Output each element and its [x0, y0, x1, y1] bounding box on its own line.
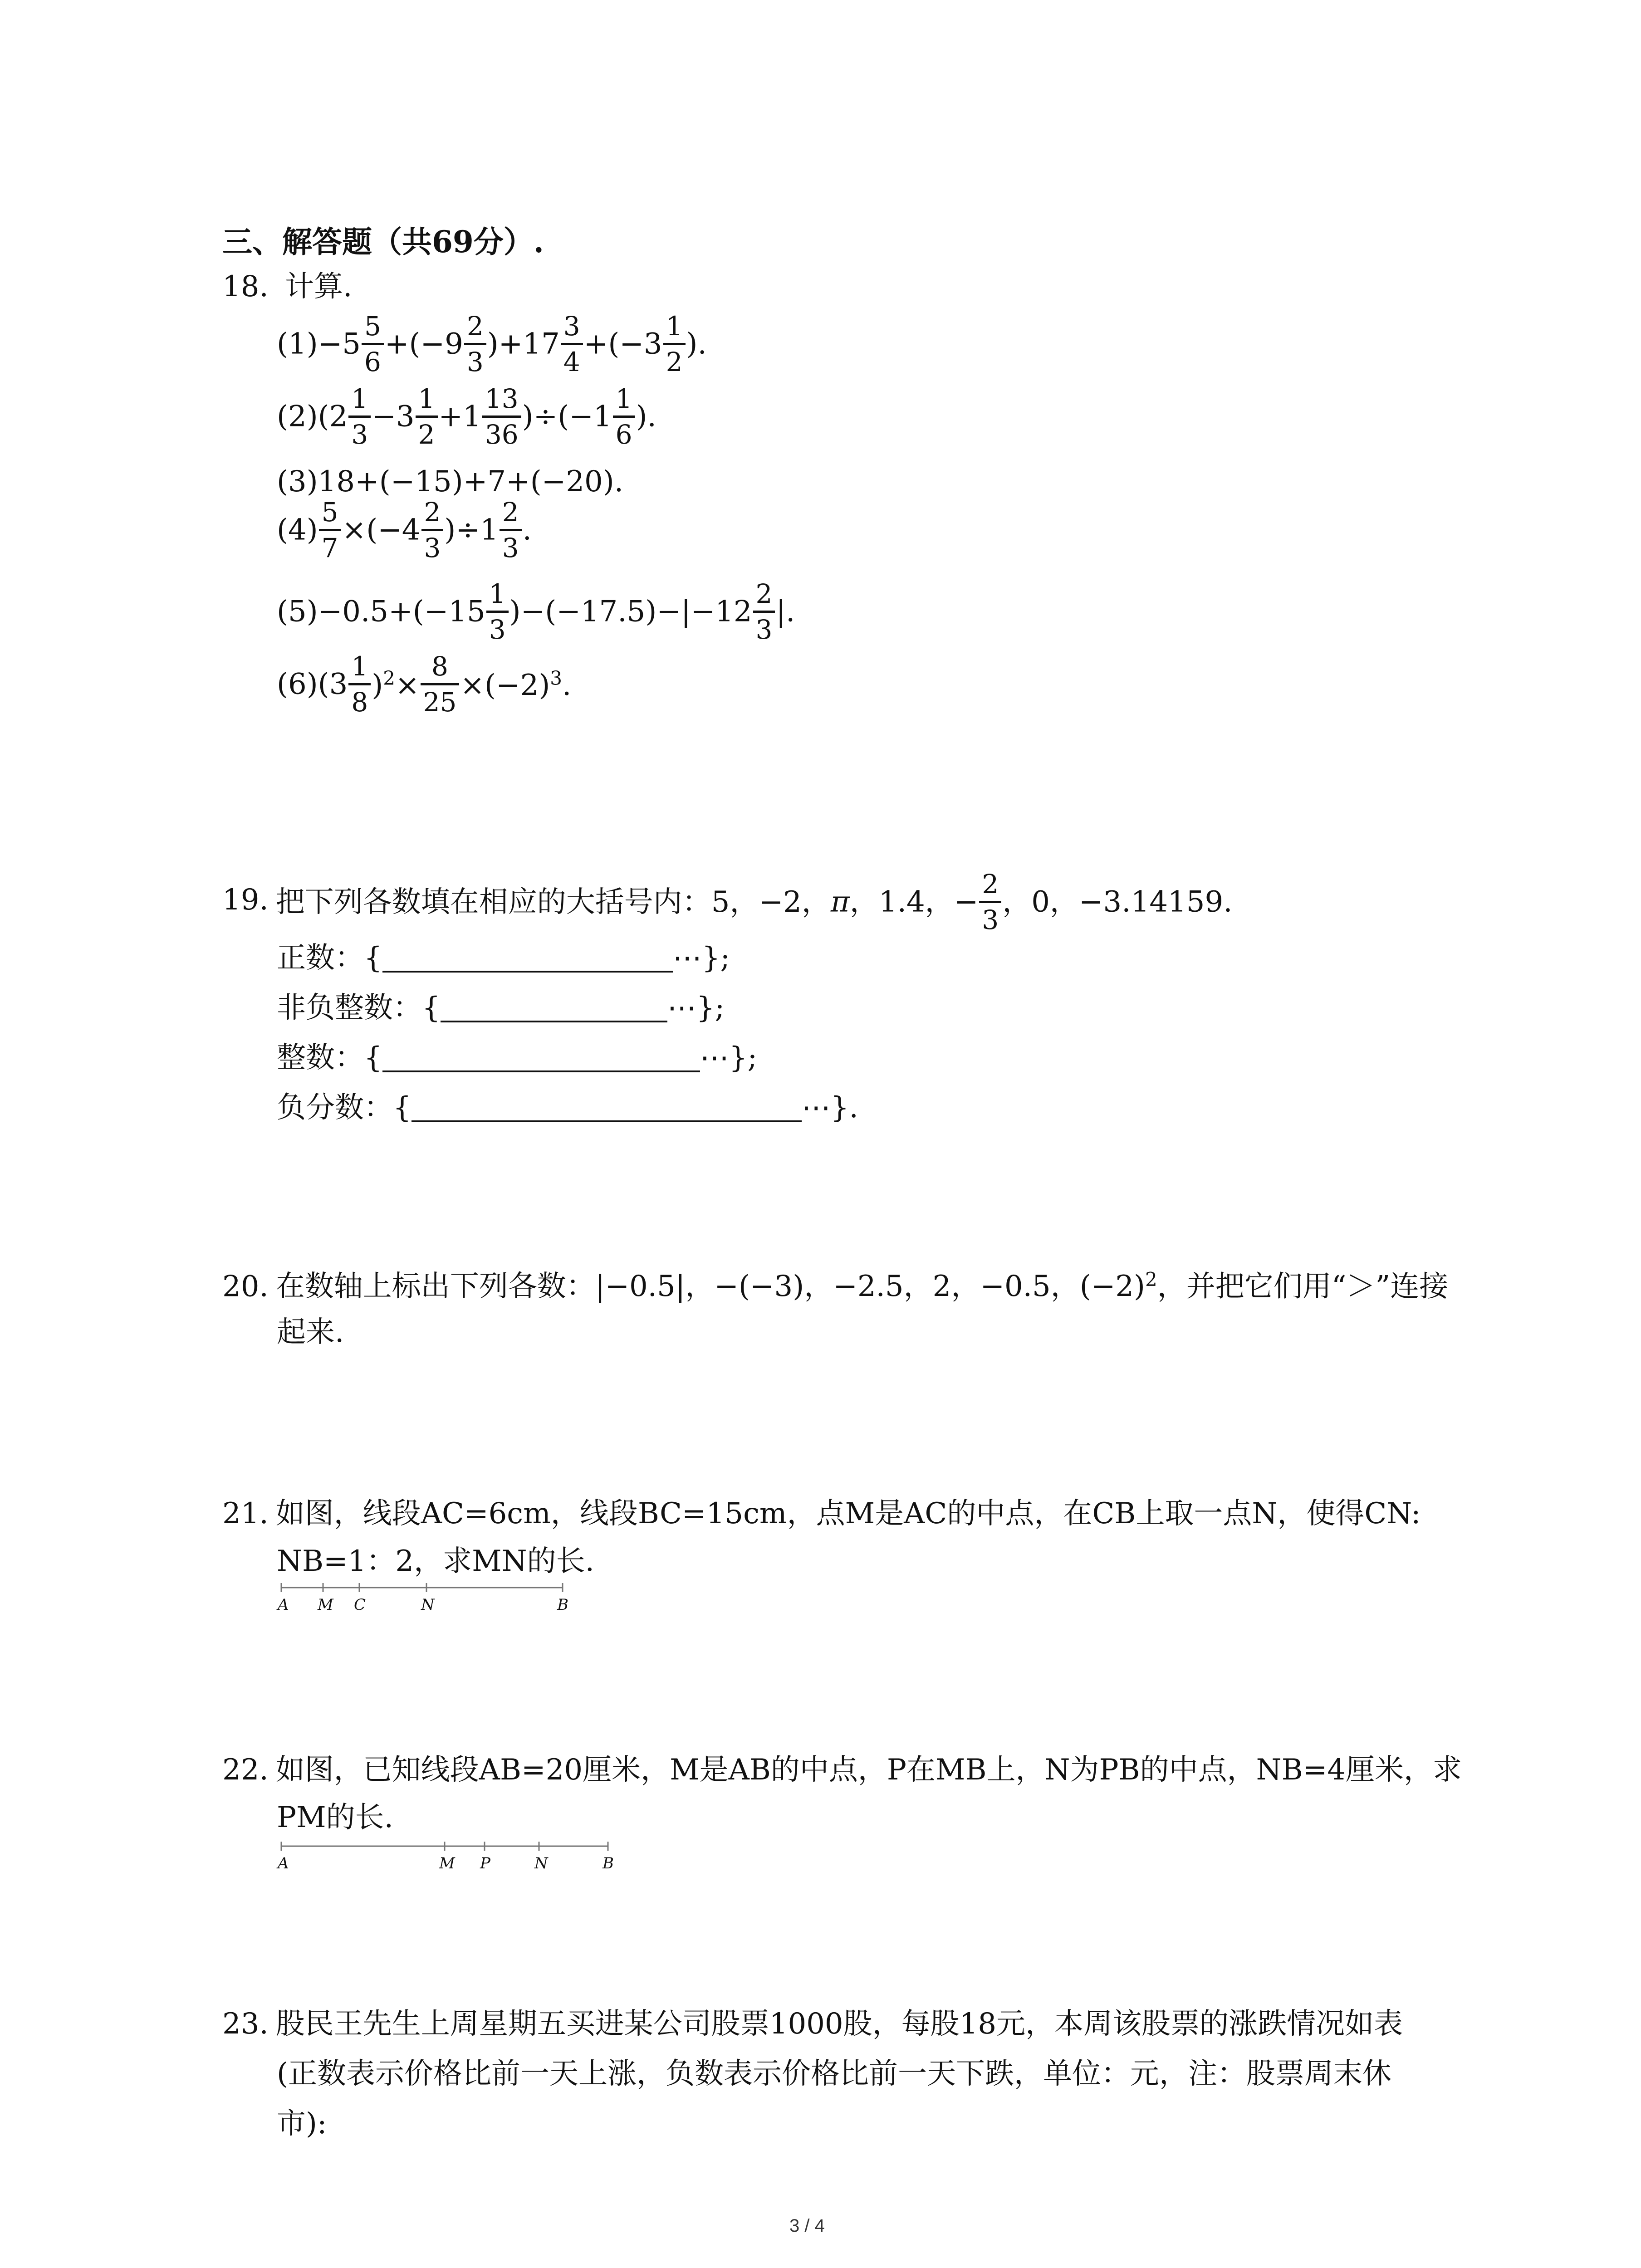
q20-line2: 起来. [277, 1315, 344, 1349]
point-label-a: A [278, 1596, 289, 1614]
row-label: 整数：{ [277, 1041, 382, 1075]
q22-text: 如图，已知线段AB=20厘米，M是AB的中点，P在MB上，N为PB的中点，NB=4厘米，求 [275, 1753, 1462, 1787]
expr-text: ). [636, 400, 656, 434]
fraction: $\frac{2}{3}$ [753, 581, 775, 643]
answer-blank[interactable] [411, 1093, 802, 1122]
fraction: $\frac{1}{6}$ [613, 386, 635, 448]
fraction: $\frac{2}{3}$ [421, 499, 444, 561]
q23-line1 [222, 2007, 1403, 2041]
page-number: 3 / 4 [789, 2216, 825, 2236]
q19-number: 19. [222, 883, 269, 917]
exponent: 2 [1145, 1268, 1157, 1290]
fraction: $\frac{8}{25}$ [421, 653, 460, 715]
expr-text: −3 [372, 400, 415, 434]
row-end: ⋯}. [801, 1091, 858, 1124]
section-title: 三、解答题（共69分）. [222, 224, 544, 259]
q22-line2: PM的长. [277, 1801, 393, 1834]
q20-number: 20. [222, 1270, 269, 1304]
q18-part6 [277, 651, 572, 718]
fraction: $\frac{1}{2}$ [663, 313, 686, 375]
q22-line1 [222, 1753, 1462, 1787]
expr-text: )÷1 [444, 513, 499, 547]
q21-line1 [222, 1499, 1421, 1528]
point-label-p: P [480, 1854, 490, 1872]
expr-text: (4) [277, 513, 318, 547]
pi-symbol: π [830, 885, 850, 919]
fraction: $\frac{5}{6}$ [362, 313, 384, 375]
point-label-b: B [557, 1596, 568, 1614]
fraction: $\frac{2}{3}$ [979, 871, 1001, 933]
fraction: $\frac{5}{7}$ [319, 499, 341, 561]
q18-part4 [277, 499, 532, 561]
fraction: $\frac{1}{3}$ [486, 581, 509, 643]
fraction: $\frac{2}{3}$ [500, 499, 522, 561]
q19-text: ，0，−3.14159. [1002, 885, 1233, 919]
row-end: ⋯}; [700, 1041, 757, 1075]
expr-text: +(−9 [384, 327, 463, 361]
q23-line2: (正数表示价格比前一天上涨，负数表示价格比前一天下跌，单位：元，注：股票周末休 [277, 2057, 1391, 2091]
expr-text: $\times(-2)^3$. [460, 667, 572, 702]
q20-text: ，并把它们用“＞”连接 [1157, 1270, 1449, 1304]
point-label-m: M [439, 1854, 455, 1872]
point-label-n: N [421, 1596, 435, 1614]
fraction: $\frac{13}{36}$ [482, 386, 521, 448]
expr-text: |. [776, 595, 795, 629]
row-end: ⋯}; [672, 941, 730, 975]
q22-number: 22. [222, 1753, 269, 1787]
point-label-m: M [318, 1596, 333, 1614]
q21-number: 21. [222, 1497, 269, 1530]
fraction: $\frac{1}{3}$ [348, 386, 371, 448]
answer-blank[interactable] [441, 993, 667, 1022]
q19-text: ，1.4，− [849, 885, 979, 919]
point-label-b: B [603, 1854, 614, 1872]
q18-part1 [277, 313, 707, 375]
point-label-n: N [534, 1854, 548, 1872]
expr-text: (1)−5 [277, 327, 361, 361]
expr-text: ). [686, 327, 707, 361]
point-label-a: A [278, 1854, 289, 1872]
expr-text: )$^2$× [372, 667, 420, 702]
q18-header [222, 272, 352, 301]
q18-intro: 计算. [285, 270, 353, 303]
expr-text: )÷(−1 [522, 400, 612, 434]
row-label: 非负整数：{ [277, 991, 441, 1025]
q18-number: 18. [222, 270, 269, 303]
q18-part2 [277, 383, 656, 450]
answer-blank[interactable] [382, 1043, 700, 1072]
expr-text: )+17 [487, 327, 560, 361]
expr-text: +1 [438, 400, 481, 434]
q18-part3: (3)18+(−15)+7+(−20). [277, 465, 624, 499]
q19-row-nonneg-int [277, 991, 725, 1025]
fraction: $\frac{2}{3}$ [464, 313, 486, 375]
expr-text: . [522, 513, 532, 547]
q18-part5 [277, 578, 795, 645]
expr-text: (2)(2 [277, 400, 348, 434]
expr-text: +(−3 [583, 327, 662, 361]
row-end: ⋯}; [667, 991, 725, 1025]
q21-text: 如图，线段AC=6cm，线段BC=15cm，点M是AC的中点，在CB上取一点N，使得CN: [275, 1497, 1421, 1530]
point-label-c: C [354, 1596, 366, 1614]
expr-text: )−(−17.5)−|−12 [509, 595, 752, 629]
fraction: $\frac{1}{2}$ [416, 386, 438, 448]
expr-text: (6)(3 [277, 667, 348, 701]
q20-line1 [222, 1268, 1449, 1304]
row-label: 正数：{ [277, 941, 382, 975]
q23-line3: 市): [277, 2107, 327, 2141]
row-label: 负分数：{ [277, 1091, 411, 1124]
q23-number: 23. [222, 2007, 269, 2041]
q19-row-neg-fraction [277, 1093, 858, 1122]
q21-line2: NB=1：2，求MN的长. [277, 1545, 594, 1578]
answer-blank[interactable] [382, 943, 673, 973]
q19-row-integer [277, 1041, 757, 1075]
expr-text: (5)−0.5+(−15 [277, 595, 485, 629]
q19-text: 把下列各数填在相应的大括号内：5，−2， [275, 885, 831, 919]
expr-text: ×(−4 [342, 513, 421, 547]
q19-stem [222, 871, 1233, 933]
q23-text: 股民王先生上周星期五买进某公司股票1000股，每股18元，本周该股票的涨跌情况如表 [275, 2007, 1403, 2041]
q20-text: 在数轴上标出下列各数：|−0.5|，−(−3)，−2.5，2，−0.5，(−2) [275, 1270, 1146, 1304]
q19-row-positive [277, 943, 730, 973]
fraction: $\frac{1}{8}$ [348, 653, 371, 715]
fraction: $\frac{3}{4}$ [561, 313, 583, 375]
